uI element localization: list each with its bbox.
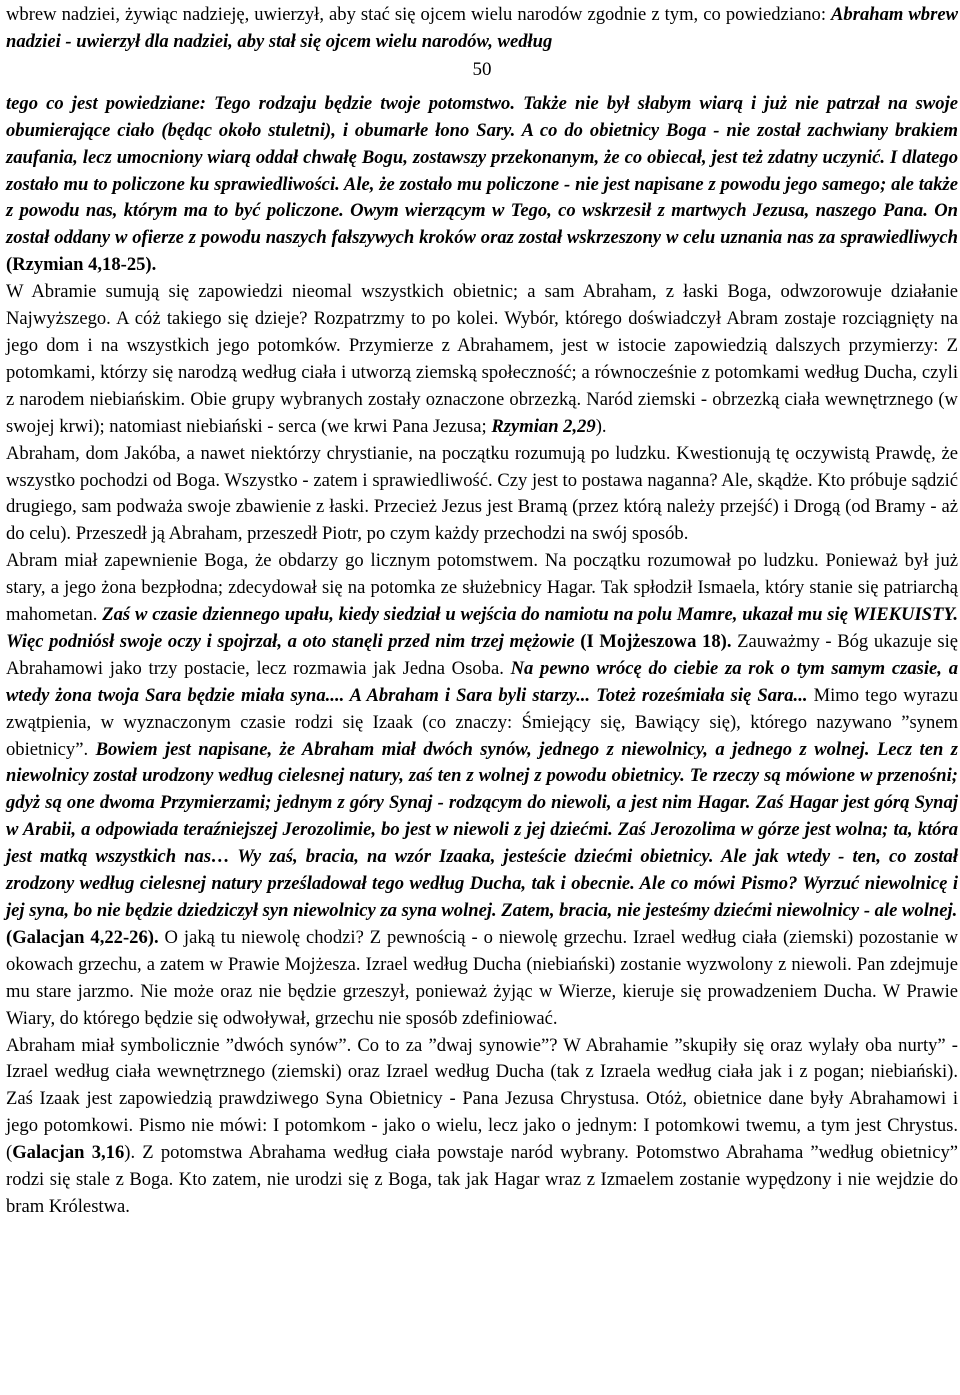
text-run: Abraham miał symbolicznie ”dwóch synów”. Co to za ”dwaj synowie”? W Abrahamie ”skupiły się oraz wylały oba nurty” - Izrael według ciała wewnętrznego (ziemski) oraz Izrael według Ducha (tak z Izraela według ciała jak i z pogan; niebiański). Zaś Izaak jest zapowiedzią prawdziwego Syna Obietnicy - Pana Jezusa Chrystusa. Otóż, obietnice dane były Abrahamowi i jego potomkowi. Pismo nie mówi: I potomkom - jako o wielu, lecz jako o jednym: I potomkowi twemu, a tym jest Chrystus. (	[6, 1034, 958, 1164]
text-run: W Abramie sumują się zapowiedzi nieomal wszystkich obietnic; a sam Abraham, z łaski Boga, odwzorowuje działanie Najwyższego. A cóż takiego się dzieje? Rozpatrzmy to po kolei. Wybór, którego doświadczył Abram zostaje rozciągnięty na jego dom i na wszystkich jego potomków. Przymierze z Abrahamem, jest w istocie zapowiedzią dalszych przymierzy: Z potomkami, którzy się narodzą według ciała i utworzą ziemską społeczność; a równocześnie z potomkami według Ducha, czyli z narodem niebiańskim. Obie grupy wybranych zostały oznaczone obrzezką. Naród ziemski - obrzezką ciała wewnętrznego (w swojej krwi); natomiast niebiański - serca (we krwi Pana Jezusa;	[6, 281, 958, 437]
text-run: Rzymian 2,29	[491, 415, 596, 437]
paragraph	[6, 548, 958, 925]
text-run: Na pewno wrócę do ciebie za rok o tym samym czasie, a wtedy żona twoja Sara będzie miała syna.... A Abraham i Sara byli starzy... Toteż roześmiała się Sara...	[6, 657, 958, 706]
text-run: O jaką tu niewolę chodzi? Z pewnością - o niewolę grzechu. Izrael według ciała (ziemski) pozostanie w okowach grzechu, a zatem w Prawie Mojżesza. Izrael według Ducha (niebiański) zostanie wyzwolony z niewoli. Pan zdejmuje mu stare jarzmo. Nie może oraz nie będzie grzeszył, ponieważ żyjąc w Wierze, kieruje się prowadzeniem Ducha. W Prawie Wiary, do którego będzie się odwoływał, grzechu nie sposób zdefiniować.	[6, 926, 959, 1029]
paragraph	[6, 279, 958, 440]
text-run: (Rzymian 4,18-25).	[6, 254, 157, 276]
document-body	[6, 91, 958, 1221]
paragraph	[6, 1033, 958, 1221]
text-run: Bowiem jest napisane, że Abraham miał dwóch synów, jednego z niewolnicy, a jednego z wolnej. Lecz ten z niewolnicy został urodzony według cielesnej natury, zaś ten z wolnej z powodu obietnicy. Te rzeczy są mówione w przenośni; gdyż są one dwoma Przymierzami; jednym z góry Synaj - rodzącym do niewoli, a jest nim Hagar. Zaś Hagar jest górą Synaj w Arabii, a odpowiada teraźniejszej Jerozolimie, bo jest w niewoli z jej dziećmi. Zaś Jerozolima w górze jest wolna; ta, która jest matką wszystkich nas… Wy zaś, bracia, na wzór Izaaka, jesteście dziećmi obietnicy. Ale jak wtedy - ten, co został zrodzony według cielesnej natury prześladował tego według Ducha, tak i obecnie. Ale co mówi Pismo? Wyrzuć niewolnicę i jej syna, bo nie będzie dziedziczył syn niewolnicy za syna wolnej. Zatem, bracia, nie jesteśmy dziećmi niewolnicy - ale wolnej.	[6, 738, 958, 921]
text-run: wbrew nadziei, żywiąc nadzieję, uwierzył, aby stać się ojcem wielu narodów zgodnie z tym, co powiedziano:	[6, 4, 832, 25]
text-run: Abram miał zapewnienie Boga, że obdarzy go licznym potomstwem. Na początku rozumował po ludzku. Ponieważ był już stary, a jego żona bezpłodna; zdecydował się na potomka ze służebnicy Hagar. Tak spłodził Ismaela, który stanie się patriarchą mahometan.	[6, 550, 958, 626]
text-run: ).	[595, 415, 607, 437]
text-run: (Galacjan 4,22-26).	[6, 926, 159, 948]
text-run: Zaś w czasie dziennego upału, kiedy siedział u wejścia do namiotu na polu Mamre, ukazał mu się WIEKUISTY. Więc podniósł swoje oczy i spojrzał, a oto stanęli przed nim trzej mężowie	[6, 604, 959, 652]
text-run: Abraham, dom Jakóba, a nawet niektórzy chrystianie, na początku rozumują po ludzku. Kwestionują tę oczywistą Prawdę, że wszystko pochodzi od Boga. Wszystko - zatem i sprawiedliwość. Czy jest to postawa naganna? Ale, skądże. Kto próbuje sądzić drugiego, sam podważa swoje zbawienie z łaski. Przecież Jezus jest Bramą (przez którą należy przejść) i Drogą (od Bramy - aż do celu). Przeszedł ją Abraham, przeszedł Piotr, po czym każdy przechodzi na swój sposób.	[6, 442, 958, 545]
page-number: 50	[472, 58, 492, 80]
text-run: Zauważmy - Bóg ukazuje się Abrahamowi jako trzy postacie, lecz rozmawia jak Jedna Osoba.	[6, 630, 958, 679]
text-run: Abraham wbrew nadziei - uwierzył dla nadziei, aby stał się ojcem wielu narodów, według	[6, 4, 958, 52]
text-run: ). Z potomstwa Abrahama według ciała powstaje naród wybrany. Potomstwo Abrahama ”według obietnicy” rodzi się stale z Boga. Kto zatem, nie urodzi się z Boga, tak jak Hagar wraz z Izmaelem zostanie wypędzony i nie wejdzie do bram Królestwa.	[6, 1142, 959, 1217]
paragraph	[6, 91, 958, 279]
top-paragraph	[6, 0, 958, 56]
paragraph	[6, 925, 958, 1033]
text-run: tego co jest powiedziane: Tego rodzaju będzie twoje potomstwo. Także nie był słabym wiarą i już nie patrzał na swoje obumierające ciało (będąc około stuletni), i obumarłe łono Sary. A co do obietnicy Boga - nie został zachwiany brakiem zaufania, lecz umocniony wiarą oddał chwałę Bogu, zostawszy przekonanym, że co obiecał, jest też zdatny uczynić. I dlatego zostało mu to policzone ku sprawiedliwości. Ale, że zostało mu policzone - nie jest napisane z powodu jego samego; ale także z powodu nas, którym ma to być policzone. Owym wierzącym w Tego, co wskrzesił z martwych Jezusa, naszego Pana. On został oddany w ofierze z powodu naszych fałszywych kroków oraz został wskrzeszony w celu uznania nas za sprawiedliwych	[6, 92, 958, 249]
text-run: (I Mojżeszowa 18).	[580, 630, 732, 652]
text-run: Mimo tego wyrazu zwątpienia, w wyznaczonym czasie rodzi się Izaak (co znaczy: Śmiejący się, Bawiący się), którego nazywano ”synem obietnicy”.	[6, 684, 958, 760]
document-page	[6, 0, 958, 1221]
text-run: Galacjan 3,16	[12, 1142, 125, 1164]
paragraph	[6, 441, 958, 549]
